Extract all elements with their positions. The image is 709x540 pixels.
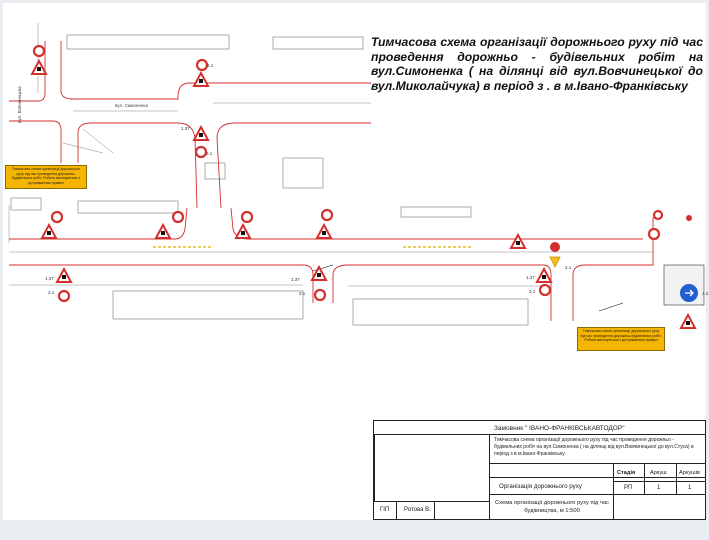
- sheets-header: Аркушів: [679, 470, 700, 476]
- stage-header: Стадія: [617, 470, 636, 476]
- sheet-header: Аркуш: [650, 470, 667, 476]
- stage-value: РП: [624, 485, 633, 491]
- organization-label: Організація дорожнього руху: [499, 483, 582, 490]
- label-s1-37: 1.37: [181, 126, 190, 131]
- street-label-simonenka: вул. Симоненка: [115, 103, 148, 108]
- project-description: Тимчасова схема організації дорожнього руху під час проведення дорожньо - будівельних робіт на вул.Симоненка ( на ділянці від вул.Вовчинецької до вул.Стуса) в період з в м.Івано-Франківську: [494, 437, 694, 457]
- role-label: ГІП: [380, 507, 390, 513]
- mandatory-sign: [664, 265, 704, 305]
- scheme-title: Схема організації дорожнього руху під час будівництва, м 1:500: [494, 500, 610, 514]
- drawing-sheet: [3, 3, 709, 520]
- label-s3-1c: 3.1: [48, 290, 55, 295]
- scheme-heading: Тимчасова схема організації дорожнього руху під час проведення дорожньо - будівельних робіт на вул.Симоненка ( на ділянці від вул.Вовчинецької до вул.Миколайчука) в період з . в м.Івано-Франківську: [371, 35, 703, 93]
- sign-labels: [45, 63, 709, 296]
- label-s1-37d: 1.37: [526, 275, 535, 280]
- stop-discs: [550, 215, 692, 252]
- yield-signs: [550, 257, 560, 267]
- note-upper-left: Тимчасова схема організації дорожнього руху під час проведення дорожньо-будівельних робіт. Роботи виконуються з дотриманням правил: [5, 165, 87, 189]
- title-block: [373, 420, 706, 520]
- customer-label: Замовник " ІВАНО-ФРАНКІВСЬКАВТОДОР": [494, 425, 625, 432]
- label-s2-1: 2.1: [565, 265, 572, 270]
- label-s4-2: 4.2: [702, 291, 709, 296]
- person-name: Ротова В.: [404, 507, 431, 513]
- warning-signs: [32, 61, 695, 328]
- note-lower-right: Тимчасова схема організації дорожнього руху під час проведення дорожньо-будівельних робіт. Роботи виконуються з дотриманням правил: [577, 327, 665, 351]
- label-s3-1d: 3.1: [299, 291, 306, 296]
- label-s3-1b: 3.1: [206, 151, 213, 156]
- street-label-vovchynetska: вул. Вовчинецька: [17, 86, 22, 123]
- sheet-value: 1: [657, 485, 661, 491]
- label-s3-1e: 3.1: [529, 289, 536, 294]
- label-s1-37c: 1.37: [291, 277, 300, 282]
- sheets-value: 1: [688, 485, 692, 491]
- label-s1-37b: 1.37: [45, 276, 54, 281]
- viewer-background: [0, 520, 709, 540]
- label-s3-1: 3.1: [207, 63, 214, 68]
